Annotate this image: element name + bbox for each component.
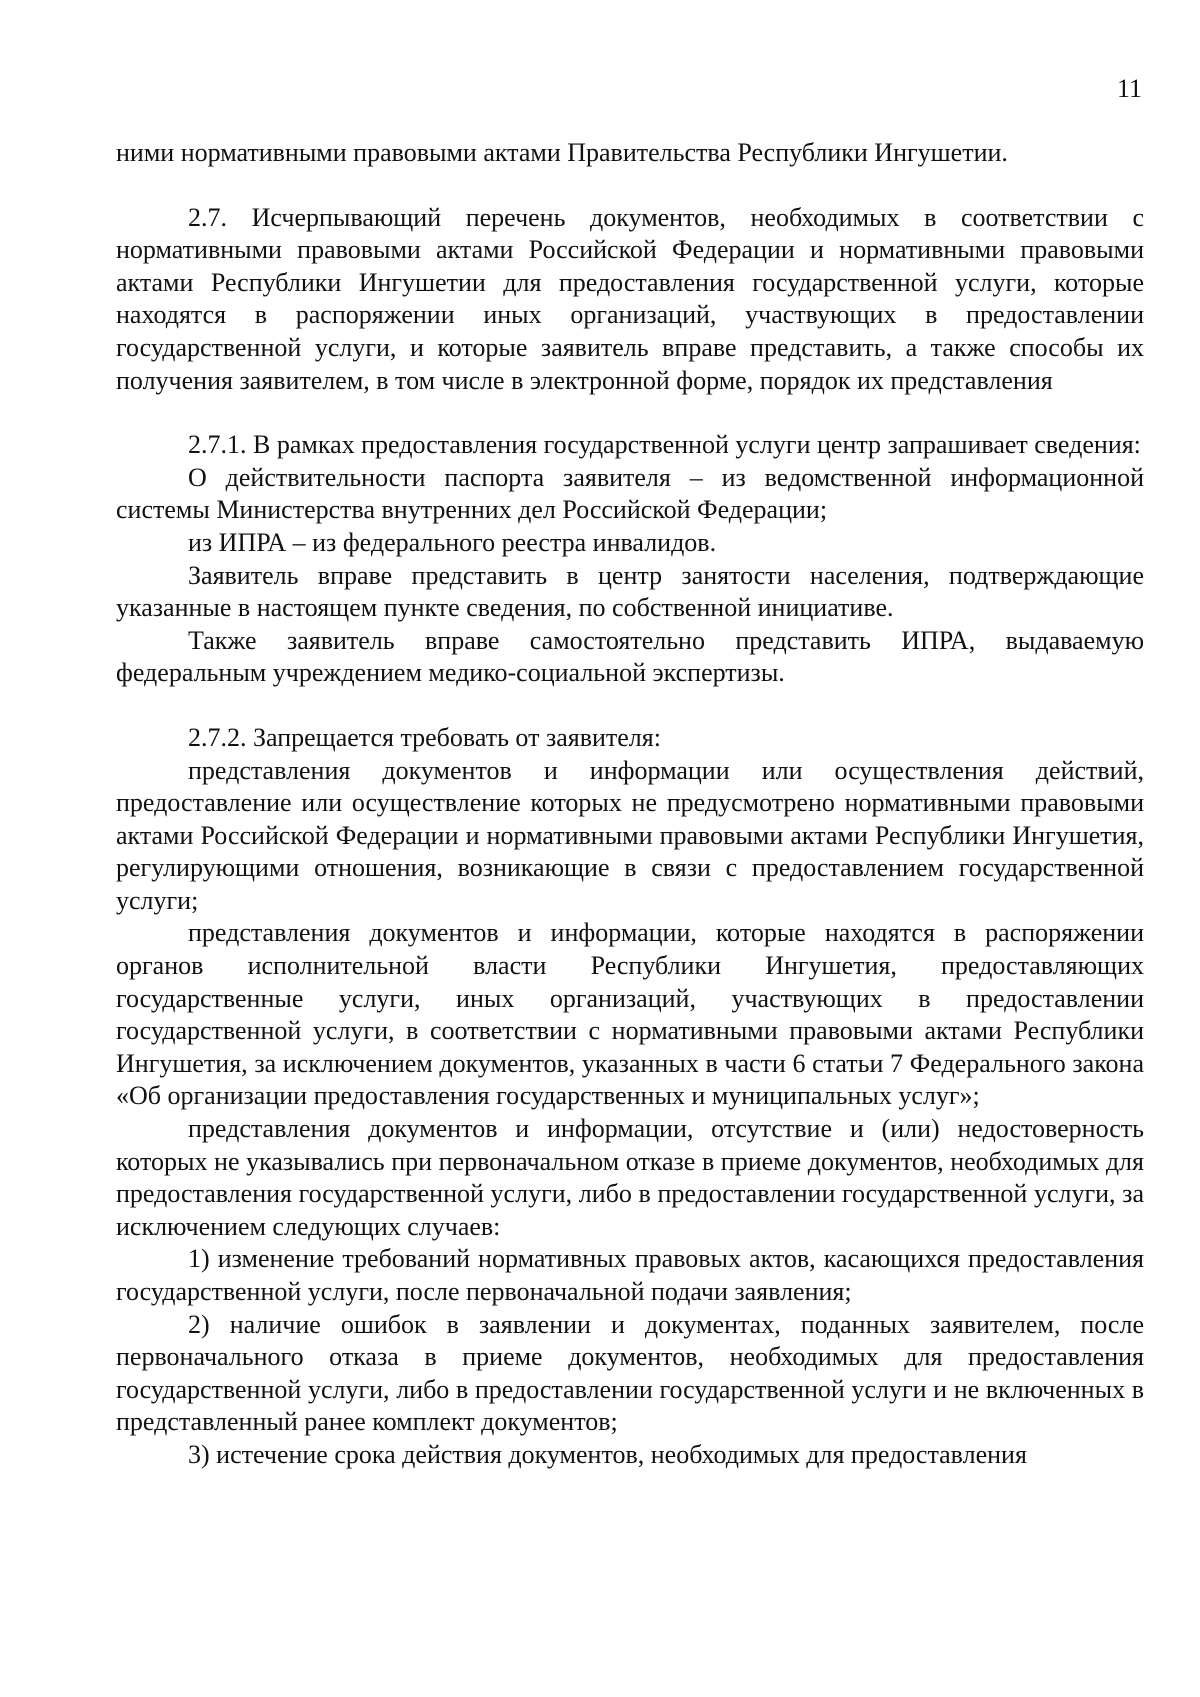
page-number: 11: [1116, 74, 1142, 103]
paragraph-2-7-1: 2.7.1. В рамках предоставления государственной услуги центр запрашивает сведения:: [188, 430, 1141, 460]
paragraph: ними нормативными правовыми актами Правительства Республики Ингушетии.: [116, 138, 1008, 167]
paragraph: Также заявитель вправе самостоятельно представить ИПРА, выдаваемую федеральным учреждением медико-социальной экспертизы.: [116, 625, 1144, 688]
paragraph: Заявитель вправе представить в центр занятости населения, подтверждающие указанные в настоящем пункте сведения, по собственной инициативе.: [116, 560, 1144, 623]
paragraph: представления документов и информации, которые находятся в распоряжении органов исполнительной власти Республики Ингушетия, предоставляющих государственные услуги, иных организаций, участвующих в предоставлении государственной услуги, в соответствии с нормативными правовыми актами Республики Ингушетия, за исключением документов, указанных в части 6 статьи 7 Федерального закона «Об организации предоставления государственных и муниципальных услуг»;: [116, 918, 1144, 1111]
paragraph: О действительности паспорта заявителя – из ведомственной информационной системы Министерства внутренних дел Российской Федерации;: [116, 462, 1144, 525]
document-body: [116, 137, 1144, 1472]
paragraph: из ИПРА – из федерального реестра инвалидов.: [188, 527, 717, 557]
paragraph: представления документов и информации или осуществления действий, предоставление или осуществление которых не предусмотрено нормативными правовыми актами Российской Федерации и нормативными правовыми актами Республики Ингушетия, регулирующими отношения, возникающие в связи с предоставлением государственной услуги;: [116, 755, 1144, 915]
list-item: 3) истечение срока действия документов, необходимых для предоставления: [188, 1439, 1027, 1469]
paragraph-2-7-2: 2.7.2. Запрещается требовать от заявителя:: [188, 722, 661, 752]
section-heading-2-7: 2.7. Исчерпывающий перечень документов, необходимых в соответствии с нормативными правовыми актами Российской Федерации и нормативными правовыми актами Республики Ингушетии для предоставления государственной услуги, которые находятся в распоряжении иных организаций, участвующих в предоставлении государственной услуги, и которые заявитель вправе представить, а также способы их получения заявителем, в том числе в электронной форме, порядок их представления: [116, 202, 1144, 395]
paragraph: представления документов и информации, отсутствие и (или) недостоверность которых не указывались при первоначальном отказе в приеме документов, необходимых для предоставления государственной услуги, либо в предоставлении государственной услуги, за исключением следующих случаев:: [116, 1114, 1144, 1241]
list-item: 2) наличие ошибок в заявлении и документах, поданных заявителем, после первоначального отказа в приеме документов, необходимых для предоставления государственной услуги, либо в предоставлении государственной услуги и не включенных в представленный ранее комплект документов;: [116, 1309, 1144, 1437]
list-item: 1) изменение требований нормативных правовых актов, касающихся предоставления государственной услуги, после первоначальной подачи заявления;: [116, 1244, 1144, 1306]
